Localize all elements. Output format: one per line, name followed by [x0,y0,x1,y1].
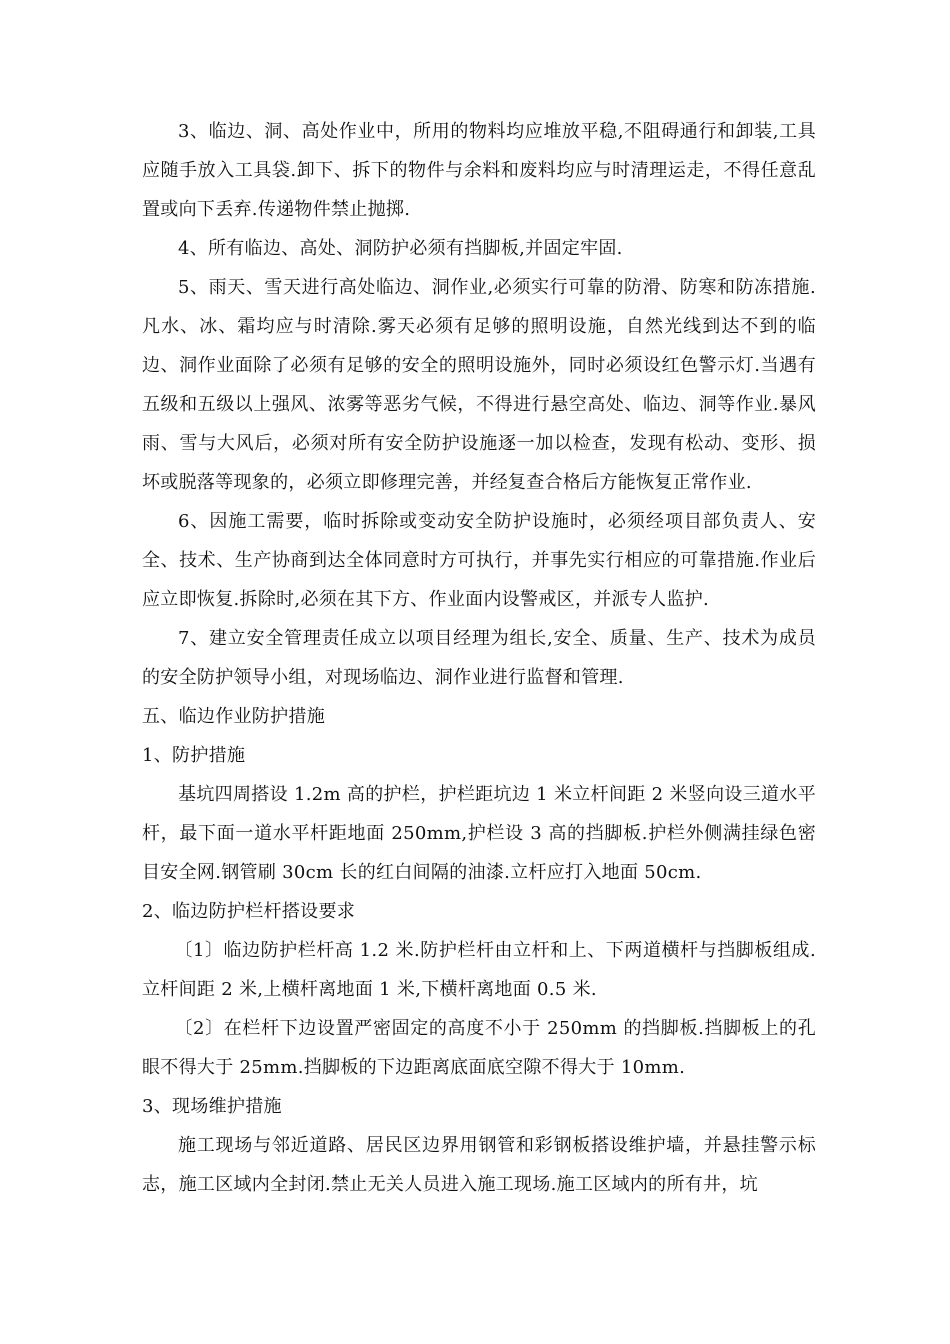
paragraph-item-3: 3、临边、洞、高处作业中，所用的物料均应堆放平稳,不阻碍通行和卸装,工具应随手放入工具袋.卸下、拆下的物件与余料和废料均应与时清理运走，不得任意乱置或向下丢弃.传递物件禁止抛掷. [142,121,816,220]
subsection-heading-3: 3、现场维护措施 [142,1096,282,1117]
subsection-heading-1: 1、防护措施 [142,745,246,766]
paragraph-item-4: 4、所有临边、高处、洞防护必须有挡脚板,并固定牢固. [178,238,623,259]
paragraph-item-6: 6、因施工需要，临时拆除或变动安全防护设施时，必须经项目部负责人、安全、技术、生产协商到达全体同意时方可执行，并事先实行相应的可靠措施.作业后应立即恢复.拆除时,必须在其下方、作业面内设警戒区，并派专人监护. [142,511,816,610]
paragraph-requirement-2: 〔2〕在栏杆下边设置严密固定的高度不小于 250mm 的挡脚板.挡脚板上的孔眼不得大于 25mm.挡脚板的下边距离底面底空隙不得大于 10mm. [142,1018,816,1078]
paragraph-item-7: 7、建立安全管理责任成立以项目经理为组长,安全、质量、生产、技术为成员的安全防护领导小组，对现场临边、洞作业进行监督和管理. [142,628,816,688]
document-body [142,112,816,1204]
paragraph-requirement-1: 〔1〕临边防护栏杆高 1.2 米.防护栏杆由立杆和上、下两道横杆与挡脚板组成.立杆间距 2 米,上横杆离地面 1 米,下横杆离地面 0.5 米. [142,940,816,1000]
paragraph-item-5: 5、雨天、雪天进行高处临边、洞作业,必须实行可靠的防滑、防寒和防冻措施.凡水、冰、霜均应与时清除.雾天必须有足够的照明设施，自然光线到达不到的临边、洞作业面除了必须有足够的安全的照明设施外，同时必须设红色警示灯.当遇有五级和五级以上强风、浓雾等恶劣气候，不得进行悬空高处、临边、洞等作业.暴风雨、雪与大风后，必须对所有安全防护设施逐一加以检查，发现有松动、变形、损坏或脱落等现象的，必须立即修理完善，并经复查合格后方能恢复正常作业. [142,277,816,493]
paragraph-site-maintenance: 施工现场与邻近道路、居民区边界用钢管和彩钢板搭设维护墙，并悬挂警示标志，施工区域内全封闭.禁止无关人员进入施工现场.施工区域内的所有井，坑 [142,1135,816,1195]
paragraph-guardrail-setup: 基坑四周搭设 1.2m 高的护栏，护栏距坑边 1 米立杆间距 2 米竖向设三道水平杆，最下面一道水平杆距地面 250mm,护栏设 3 高的挡脚板.护栏外侧满挂绿色密目安全网.钢管刷 30cm 长的红白间隔的油漆.立杆应打入地面 50cm. [142,784,816,883]
subsection-heading-2: 2、临边防护栏杆搭设要求 [142,901,356,922]
section-heading-5: 五、临边作业防护措施 [142,706,325,727]
